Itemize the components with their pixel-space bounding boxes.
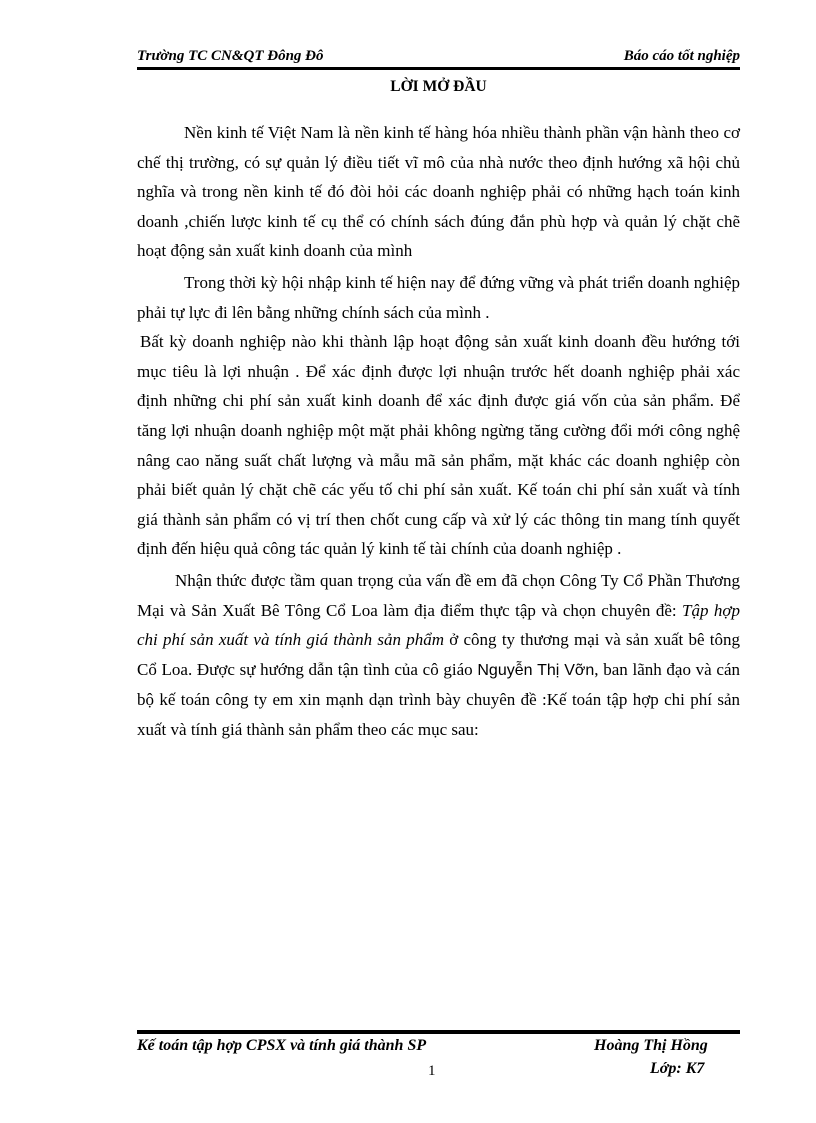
footer-topic: Kế toán tập hợp CPSX và tính giá thành SP bbox=[137, 1037, 427, 1054]
paragraph-4-teacher: Nguyễn Thị Vỡn bbox=[477, 661, 595, 679]
paragraph-4-topic: Tập hợp chi phí sản xuất và tính giá thành sản phẩm bbox=[137, 600, 740, 650]
body-text bbox=[137, 118, 740, 744]
paragraph-1: Nền kinh tế Việt Nam là nền kinh tế hàng hóa nhiều thành phần vận hành theo cơ chế thị trường, có sự quản lý điều tiết vĩ mô của nhà nước theo định hướng xã hội chủ nghĩa và trong nền kinh tế đó đòi hỏi các doanh nghiệp phải có những hạch toán kinh doanh ,chiến lược kinh tế cụ thể có chính sách đúng đắn phù hợp và quản lý chặt chẽ hoạt động sản xuất kinh doanh của mình bbox=[137, 123, 740, 261]
footer-author: Hoàng Thị Hồng bbox=[594, 1037, 708, 1054]
paragraph-2: Trong thời kỳ hội nhập kinh tế hiện nay để đứng vững và phát triển doanh nghiệp phải tự lực đi lên bằng những chính sách của mình . bbox=[137, 272, 740, 322]
footer-divider bbox=[137, 1030, 740, 1034]
paragraph-3: Bất kỳ doanh nghiệp nào khi thành lập hoạt động sản xuất kinh doanh đều hướng tới mục tiêu là lợi nhuận . Để xác định được lợi nhuận trước hết doanh nghiệp phải xác định những chi phí sản xuất kinh doanh để xác định được giá vốn của sản phẩm. Để tăng lợi nhuận doanh nghiệp một mặt phải không ngừng tăng cường đổi mới công nghệ nâng cao năng suất chất lượng và mẫu mã sản phẩm, mặt khác các doanh nghiệp còn phải biết quản lý chặt chẽ các yếu tố chi phí sản xuất. Kế toán chi phí sản xuất và tính giá thành sản phẩm có vị trí then chốt cung cấp và xử lý các thông tin mang tính quyết định đến hiệu quả công tác quản lý kinh tế tài chính của doanh nghiệp . bbox=[137, 332, 740, 559]
paragraph-4 bbox=[137, 566, 740, 745]
paragraph-4-end: , ban lãnh đạo và cán bộ kế toán công ty em xin mạnh dạn trình bày chuyên đề :Kế toán tập hợp chi phí sản xuất và tính giá thành sản phẩm theo các mục sau: bbox=[137, 659, 741, 739]
header-report-type: Báo cáo tốt nghiệp bbox=[623, 48, 740, 64]
page-header bbox=[137, 48, 740, 70]
page-title: LỜI MỞ ĐẦU bbox=[390, 78, 487, 95]
page-number: 1 bbox=[428, 1063, 436, 1079]
paragraph-4-middle: ở công ty thương mại và sản xuất bê tông Cổ Loa. Được sự hướng dẫn tận tình của cô giáo bbox=[137, 630, 740, 679]
header-school: Trường TC CN&QT Đông Đô bbox=[137, 48, 324, 64]
footer-class: Lớp: K7 bbox=[650, 1060, 705, 1077]
paragraph-4-intro: Nhận thức được tầm quan trọng của vấn đề em đã chọn Công Ty Cổ Phần Thương Mại và Sản Xuất Bê Tông Cổ Loa làm địa điểm thực tập và chọn chuyên đề: bbox=[137, 570, 740, 620]
